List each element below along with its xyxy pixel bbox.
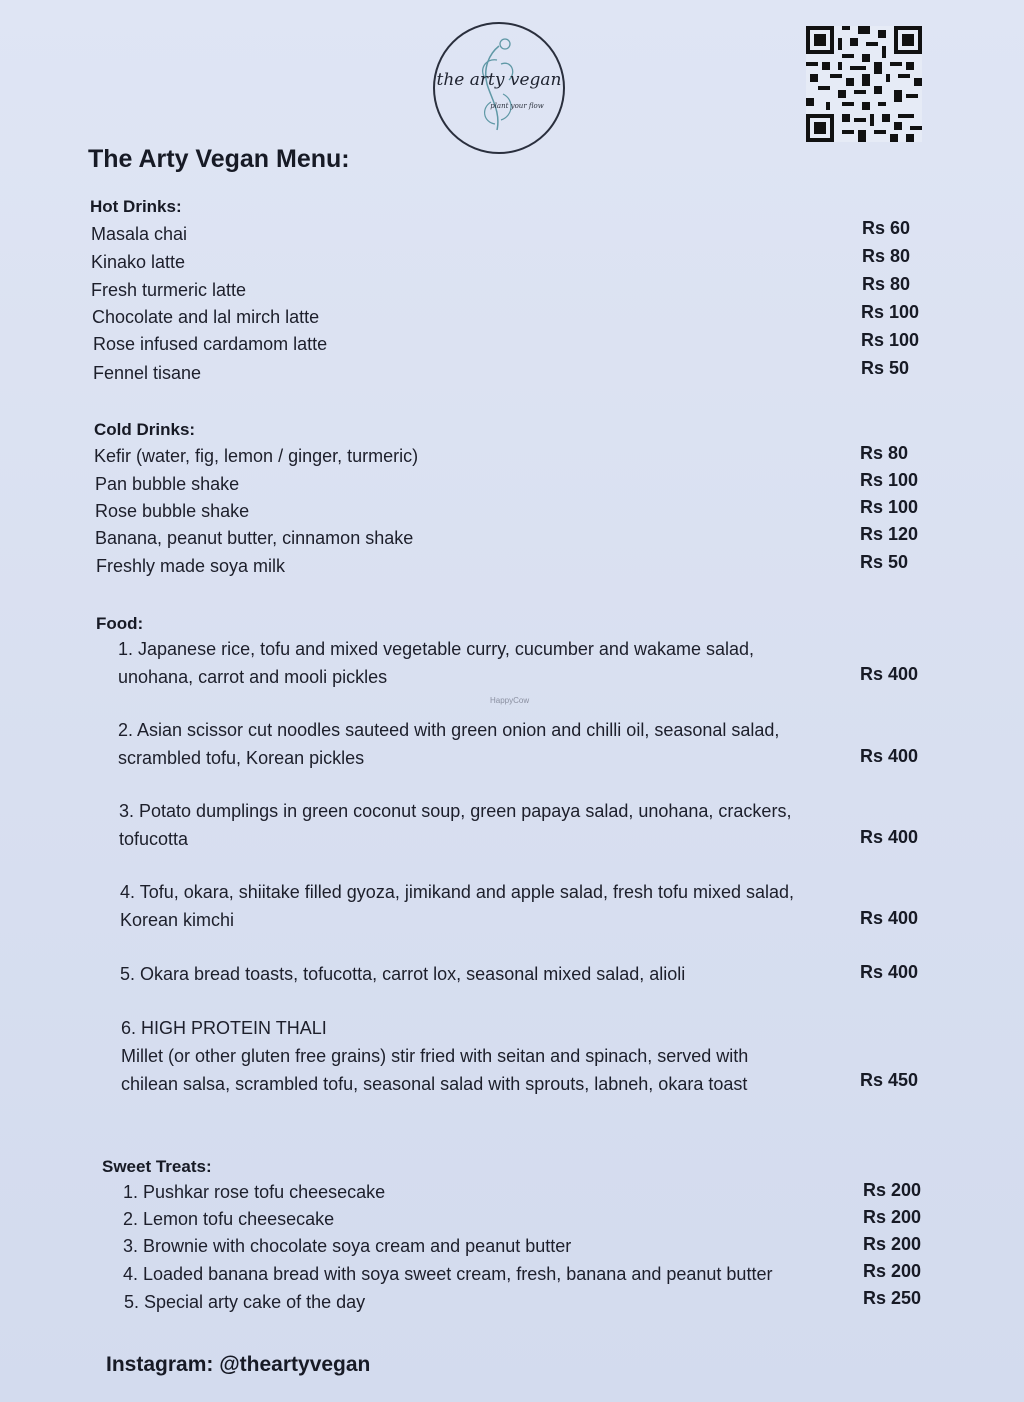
sweet-treat-name: 1. Pushkar rose tofu cheesecake xyxy=(123,1182,386,1202)
qr-code-icon[interactable] xyxy=(806,26,922,142)
food-item xyxy=(118,716,818,772)
food-item-line: 1. Japanese rice, tofu and mixed vegetable curry, cucumber and wakame salad, xyxy=(118,639,755,659)
food-item-price: Rs 400 xyxy=(860,827,919,847)
food-item xyxy=(118,635,818,691)
sweet-treat-price: Rs 200 xyxy=(863,1207,922,1227)
cold-drink-name: Banana, peanut butter, cinnamon shake xyxy=(95,528,414,548)
cold-drink-name: Pan bubble shake xyxy=(95,474,240,494)
food-item-line: 3. Potato dumplings in green coconut soup, green papaya salad, unohana, crackers, xyxy=(119,801,792,821)
hot-drink-name: Fresh turmeric latte xyxy=(91,280,247,300)
sweet-treat-name: 5. Special arty cake of the day xyxy=(124,1292,366,1312)
sweet-treat-price: Rs 250 xyxy=(863,1288,922,1308)
sweet-treat-name: 4. Loaded banana bread with soya sweet cream, fresh, banana and peanut butter xyxy=(123,1264,773,1284)
menu-title: The Arty Vegan Menu: xyxy=(88,145,350,173)
cold-drink-price: Rs 50 xyxy=(860,552,909,572)
hot-drink-name: Kinako latte xyxy=(91,252,186,272)
sweet-treat-name: 3. Brownie with chocolate soya cream and peanut butter xyxy=(123,1236,572,1256)
cold-drink-price: Rs 100 xyxy=(860,470,919,490)
food-item-line: 4. Tofu, okara, shiitake filled gyoza, jimikand and apple salad, fresh tofu mixed salad, xyxy=(120,882,795,902)
food-item-price: Rs 400 xyxy=(860,962,919,982)
sweet-treat-price: Rs 200 xyxy=(863,1180,922,1200)
cold-drink-name: Freshly made soya milk xyxy=(96,556,286,576)
food-item-price: Rs 400 xyxy=(860,746,919,766)
food-item-line: Millet (or other gluten free grains) stir fried with seitan and spinach, served with xyxy=(121,1046,749,1066)
food-item-line: tofucotta xyxy=(119,829,189,849)
cold-drink-price: Rs 120 xyxy=(860,524,919,544)
cold-drink-price: Rs 100 xyxy=(860,497,919,517)
food-item-price: Rs 400 xyxy=(860,908,919,928)
instagram-handle[interactable]: Instagram: @theartyvegan xyxy=(106,1353,371,1376)
logo-tagline: plant your flow xyxy=(490,102,544,110)
food-item xyxy=(121,1014,821,1098)
watermark: HappyCow xyxy=(490,696,530,705)
food-item-line: 2. Asian scissor cut noodles sauteed with green onion and chilli oil, seasonal salad, xyxy=(118,720,780,740)
food-item-line: Korean kimchi xyxy=(120,910,235,930)
food-item-line: 5. Okara bread toasts, tofucotta, carrot lox, seasonal mixed salad, alioli xyxy=(120,964,686,984)
cold-drink-name: Rose bubble shake xyxy=(95,501,250,521)
sweet-treat-price: Rs 200 xyxy=(863,1261,922,1281)
food-item xyxy=(119,797,819,853)
hot-drink-price: Rs 100 xyxy=(861,330,920,350)
sweet-treat-price: Rs 200 xyxy=(863,1234,922,1254)
logo-name: the arty vegan xyxy=(436,70,562,90)
arty-vegan-logo xyxy=(433,22,565,154)
hot-drink-price: Rs 100 xyxy=(861,302,920,322)
food-item xyxy=(120,960,820,988)
hot-drink-name: Masala chai xyxy=(91,224,188,244)
hot-drink-name: Fennel tisane xyxy=(93,363,202,383)
sweet-treat-name: 2. Lemon tofu cheesecake xyxy=(123,1209,335,1229)
food-item-price: Rs 400 xyxy=(860,664,919,684)
hot-drink-price: Rs 60 xyxy=(862,218,911,238)
food-item-line: chilean salsa, scrambled tofu, seasonal salad with sprouts, labneh, okara toast xyxy=(121,1074,748,1094)
cold-drink-name: Kefir (water, fig, lemon / ginger, turmeric) xyxy=(94,446,419,466)
hot-drink-price: Rs 80 xyxy=(862,274,911,294)
food-item-price: Rs 450 xyxy=(860,1070,919,1090)
cold-drinks-heading: Cold Drinks: xyxy=(94,420,196,439)
hot-drink-name: Rose infused cardamom latte xyxy=(93,334,328,354)
hot-drinks-heading: Hot Drinks: xyxy=(90,197,182,216)
sweet-treats-heading: Sweet Treats: xyxy=(102,1157,212,1176)
food-item-line: scrambled tofu, Korean pickles xyxy=(118,748,365,768)
food-item xyxy=(120,878,820,934)
hot-drink-price: Rs 80 xyxy=(862,246,911,266)
food-heading: Food: xyxy=(96,614,144,633)
hot-drink-name: Chocolate and lal mirch latte xyxy=(92,307,320,327)
food-item-line: 6. HIGH PROTEIN THALI xyxy=(121,1018,327,1038)
food-item-line: unohana, carrot and mooli pickles xyxy=(118,667,388,687)
cold-drink-price: Rs 80 xyxy=(860,443,909,463)
hot-drink-price: Rs 50 xyxy=(861,358,910,378)
